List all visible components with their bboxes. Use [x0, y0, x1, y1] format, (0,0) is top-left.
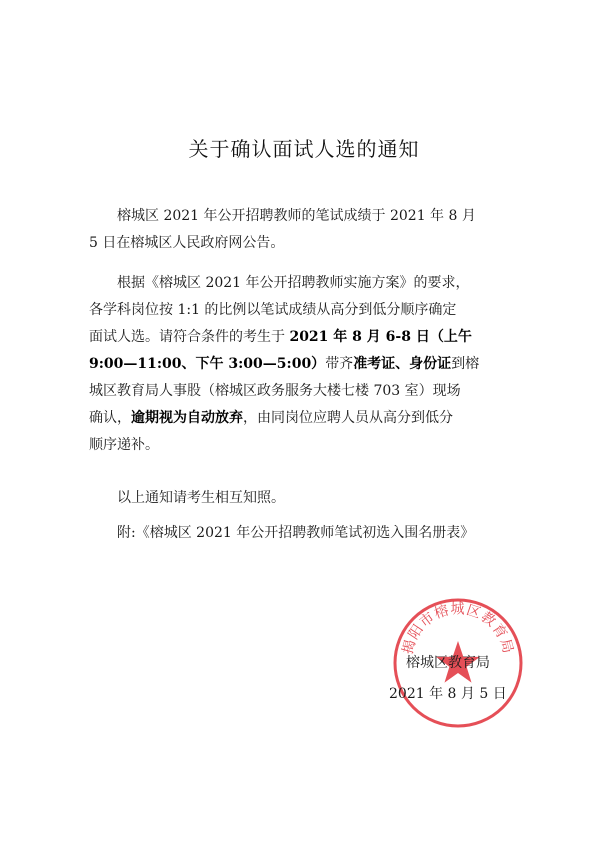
- paragraph-line: 城区教育局人事股（榕城区政务服务大楼七楼 703 室）现场: [89, 383, 461, 399]
- signature-date: 2021 年 8 月 5 日: [389, 686, 507, 702]
- paragraph-interview-confirmation: [89, 270, 521, 459]
- paragraph-line: [89, 351, 521, 378]
- text-run: 确认，: [89, 410, 131, 426]
- paragraph-line: 榕城区 2021 年公开招聘教师的笔试成绩于 2021 年 8 月: [117, 208, 476, 224]
- paragraph-exam-results: [89, 203, 521, 257]
- paragraph-line: 顺序递补。: [89, 437, 159, 453]
- confirmation-date-range: 2021 年 8 月 6-8 日（上午: [289, 329, 472, 345]
- paragraph-line: [89, 324, 521, 351]
- paragraph-line: 根据《榕城区 2021 年公开招聘教师实施方案》的要求，: [117, 275, 470, 291]
- paragraph-attachment: [89, 520, 521, 547]
- paragraph-line: 各学科岗位按 1:1 的比例以笔试成绩从高分到低分顺序确定: [89, 302, 457, 318]
- text-run: 面试人选。请符合条件的考生于: [89, 329, 290, 345]
- paragraph-line: [89, 405, 521, 432]
- document-title: 关于确认面试人选的通知: [188, 137, 420, 161]
- text-run: 到榕: [451, 356, 480, 372]
- signature-organization: 榕城区教育局: [406, 655, 490, 671]
- text-run: ，由同岗位应聘人员从高分到低分: [243, 410, 453, 426]
- paragraph-line: 5 日在榕城区人民政府网公告。: [89, 235, 285, 251]
- confirmation-time-range: 9:00—11:00、下午 3:00—5:00）: [89, 356, 326, 372]
- text-run: 带齐: [325, 356, 354, 372]
- paragraph-notice: [89, 485, 521, 512]
- attachment-line: 附:《榕城区 2021 年公开招聘教师笔试初选入围名册表》: [117, 525, 475, 541]
- seal-text: 揭阳市榕城区教育局: [400, 601, 516, 656]
- required-documents: 准考证、身份证: [353, 356, 452, 372]
- paragraph-line: 以上通知请考生相互知照。: [117, 490, 285, 506]
- forfeit-warning: 逾期视为自动放弃: [131, 410, 243, 426]
